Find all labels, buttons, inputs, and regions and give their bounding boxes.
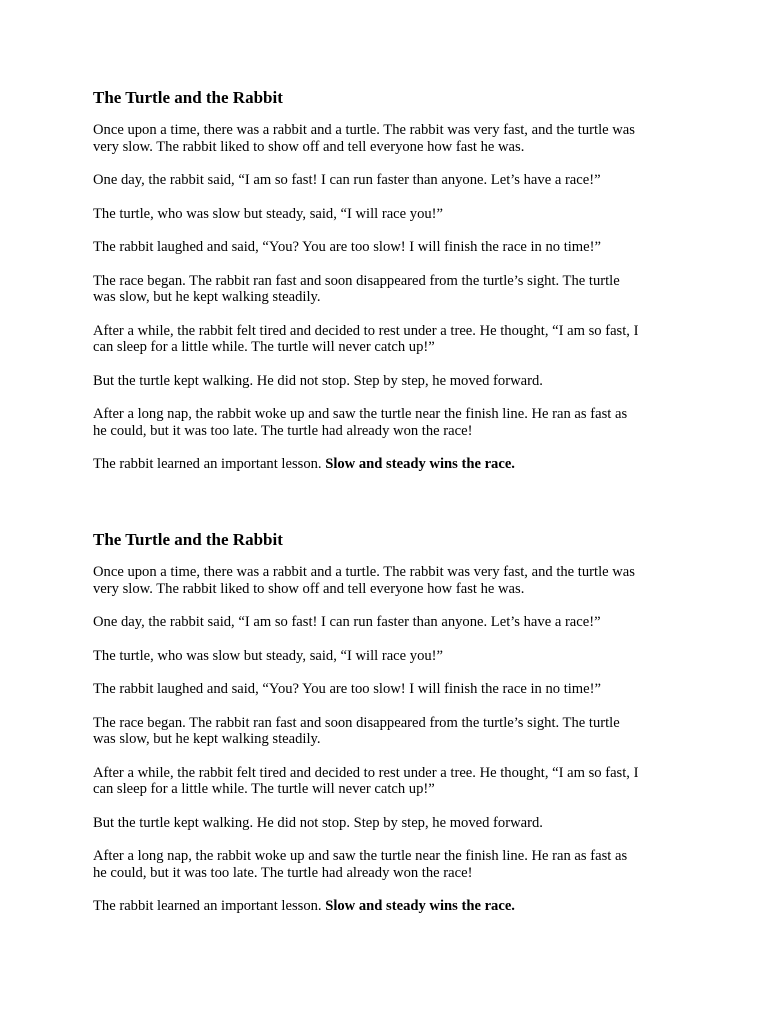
paragraph-rabbit-laughs: The rabbit laughed and said, “You? You are too slow! I will finish the race in no time!” (93, 239, 601, 255)
text-line: After a while, the rabbit felt tired and decided to rest under a tree. He thought, “I am so fast, I (93, 322, 639, 339)
paragraph-race-begins (93, 273, 683, 306)
text-line: very slow. The rabbit liked to show off and tell everyone how fast he was. (93, 138, 525, 155)
moral-text: Slow and steady wins the race. (325, 456, 515, 472)
paragraph-rabbit-challenge: One day, the rabbit said, “I am so fast! I can run faster than anyone. Let’s have a race!” (93, 172, 601, 188)
lesson-lead-text: The rabbit learned an important lesson. (93, 898, 326, 914)
text-line: he could, but it was too late. The turtle had already won the race! (93, 422, 473, 439)
text-line: Once upon a time, there was a rabbit and a turtle. The rabbit was very fast, and the turtle was (93, 564, 635, 580)
story-title: The Turtle and the Rabbit (93, 88, 283, 107)
paragraph-rabbit-laughs: The rabbit laughed and said, “You? You are too slow! I will finish the race in no time!” (93, 681, 601, 697)
paragraph-lesson (93, 456, 683, 473)
paragraph-turtle-wins (93, 848, 683, 881)
text-line: very slow. The rabbit liked to show off and tell everyone how fast he was. (93, 580, 525, 597)
paragraph-turtle-wins (93, 406, 683, 439)
moral-text: Slow and steady wins the race. (325, 898, 515, 914)
text-line: After a long nap, the rabbit woke up and saw the turtle near the finish line. He ran as fast as (93, 406, 628, 422)
paragraph-turtle-accepts: The turtle, who was slow but steady, said, “I will race you!” (93, 205, 444, 222)
text-line: was slow, but he kept walking steadily. (93, 289, 321, 305)
text-line: can sleep for a little while. The turtle will never catch up!” (93, 781, 435, 797)
text-line: After a while, the rabbit felt tired and decided to rest under a tree. He thought, “I am so fast, I (93, 764, 639, 781)
text-line: Once upon a time, there was a rabbit and a turtle. The rabbit was very fast, and the turtle was (93, 122, 635, 138)
paragraph-intro (93, 122, 683, 155)
lesson-lead-text: The rabbit learned an important lesson. (93, 456, 326, 472)
story-section (93, 530, 683, 915)
story-section (93, 88, 683, 473)
story-title: The Turtle and the Rabbit (93, 530, 283, 549)
paragraph-turtle-walks: But the turtle kept walking. He did not stop. Step by step, he moved forward. (93, 814, 543, 831)
paragraph-intro (93, 564, 683, 597)
text-line: can sleep for a little while. The turtle will never catch up!” (93, 339, 435, 355)
paragraph-lesson (93, 898, 683, 915)
paragraph-rabbit-rests (93, 765, 683, 798)
text-line: After a long nap, the rabbit woke up and saw the turtle near the finish line. He ran as fast as (93, 848, 628, 864)
paragraph-rabbit-challenge: One day, the rabbit said, “I am so fast! I can run faster than anyone. Let’s have a race!” (93, 614, 601, 630)
paragraph-rabbit-rests (93, 323, 683, 356)
paragraph-turtle-accepts: The turtle, who was slow but steady, said, “I will race you!” (93, 647, 444, 664)
paragraph-race-begins (93, 715, 683, 748)
text-line: was slow, but he kept walking steadily. (93, 731, 321, 747)
text-line: The race began. The rabbit ran fast and soon disappeared from the turtle’s sight. The turtle (93, 714, 620, 731)
text-line: he could, but it was too late. The turtle had already won the race! (93, 864, 473, 881)
paragraph-turtle-walks: But the turtle kept walking. He did not stop. Step by step, he moved forward. (93, 372, 543, 389)
text-line: The race began. The rabbit ran fast and soon disappeared from the turtle’s sight. The turtle (93, 272, 620, 289)
